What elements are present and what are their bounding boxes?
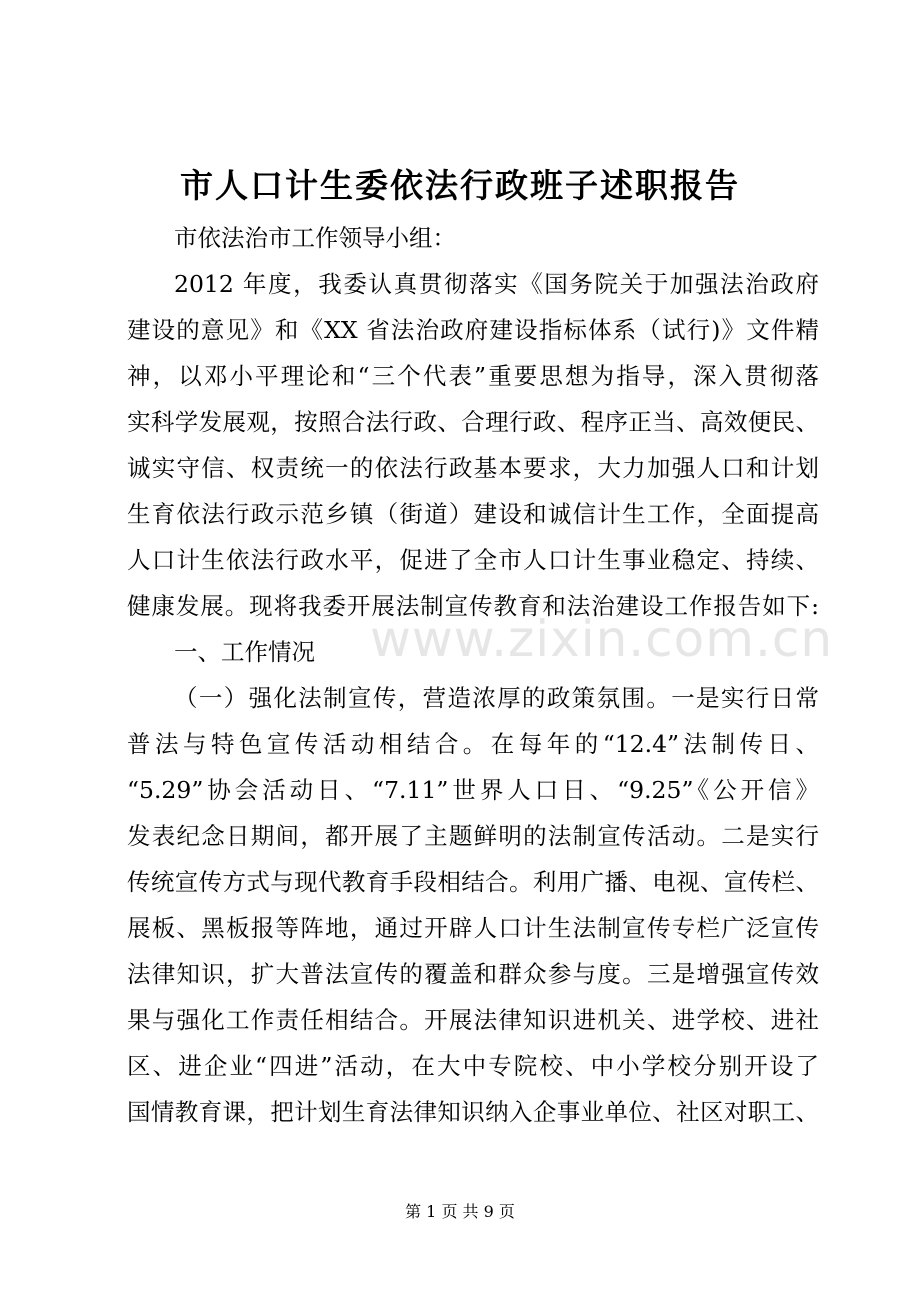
watermark: www.zixin.com.cn	[370, 610, 834, 668]
paragraph-line: 生育依法行政示范乡镇（街道）建设和诚信计生工作，全面提高	[127, 500, 819, 528]
paragraph-line: 发表纪念日期间，都开展了主题鲜明的法制宣传活动。二是实行	[127, 822, 819, 850]
page-footer: 第 1 页 共 9 页	[405, 1202, 515, 1221]
paragraph-line: 建设的意见》和《XX 省法治政府建设指标体系（试行)》文件精	[127, 316, 819, 344]
paragraph-line: 人口计生依法行政水平，促进了全市人口计生事业稳定、持续、	[127, 546, 819, 574]
paragraph-line: 法律知识，扩大普法宣传的覆盖和群众参与度。三是增强宣传效	[127, 960, 819, 988]
section-heading: 一、工作情况	[174, 638, 315, 666]
paragraph-line: 2012 年度，我委认真贯彻落实《国务院关于加强法治政府	[174, 270, 819, 298]
paragraph-line: “5.29”协会活动日、“7.11”世界人口日、“9.25”《公开信》	[127, 776, 819, 804]
paragraph-line: 展板、黑板报等阵地，通过开辟人口计生法制宣传专栏广泛宣传	[127, 914, 819, 942]
paragraph-line: （一）强化法制宣传，营造浓厚的政策氛围。一是实行日常	[174, 684, 819, 712]
paragraph-line: 健康发展。现将我委开展法制宣传教育和法治建设工作报告如下:	[127, 592, 819, 620]
paragraph-line: 区、进企业“四进”活动，在大中专院校、中小学校分别开设了	[127, 1052, 819, 1080]
document-title: 市人口计生委依法行政班子述职报告	[180, 166, 740, 205]
salutation-line: 市依法治市工作领导小组：	[174, 224, 456, 252]
paragraph-line: 神，以邓小平理论和“三个代表”重要思想为指导，深入贯彻落	[127, 362, 819, 390]
paragraph-line: 果与强化工作责任相结合。开展法律知识进机关、进学校、进社	[127, 1006, 819, 1034]
paragraph-line: 实科学发展观，按照合法行政、合理行政、程序正当、高效便民、	[127, 408, 819, 436]
paragraph-line: 国情教育课，把计划生育法律知识纳入企事业单位、社区对职工、	[127, 1098, 819, 1126]
paragraph-line: 普法与特色宣传活动相结合。在每年的“12.4”法制传日、	[127, 730, 819, 758]
paragraph-line: 诚实守信、权责统一的依法行政基本要求，大力加强人口和计划	[127, 454, 819, 482]
paragraph-line: 传统宣传方式与现代教育手段相结合。利用广播、电视、宣传栏、	[127, 868, 819, 896]
